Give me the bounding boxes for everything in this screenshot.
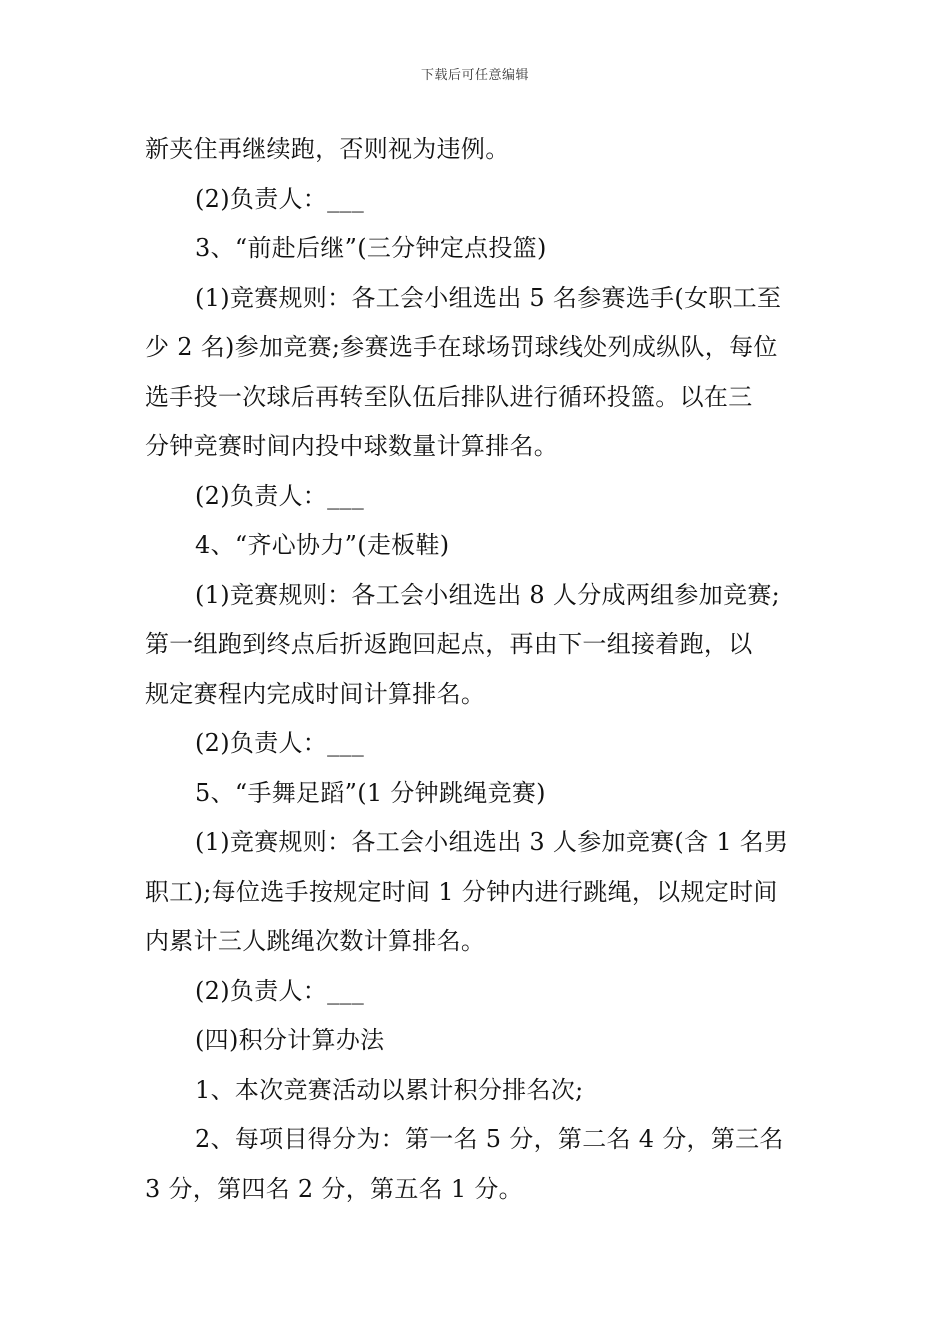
text-line: (1)竞赛规则：各工会小组选出 8 人分成两组参加竞赛; [195, 580, 781, 609]
text-line: 2、每项目得分为：第一名 5 分，第二名 4 分，第三名 [195, 1125, 784, 1153]
text-line: (2)负责人：___ [195, 481, 364, 510]
text-line: 内累计三人跳绳次数计算排名。 [145, 927, 486, 955]
text-line: 4、“齐心协力”(走板鞋) [195, 531, 450, 559]
text-line: 新夹住再继续跑，否则视为违例。 [145, 135, 510, 163]
text-line: 规定赛程内完成时间计算排名。 [145, 679, 486, 708]
text-line: 3、“前赴后继”(三分钟定点投篮) [195, 234, 547, 262]
text-line: (四)积分计算办法 [195, 1026, 385, 1054]
text-line: (2)负责人：___ [195, 976, 364, 1005]
text-line: 1、本次竞赛活动以累计积分排名次; [195, 1075, 584, 1104]
text-line: (1)竞赛规则：各工会小组选出 3 人参加竞赛(含 1 名男 [195, 828, 789, 856]
text-line: (1)竞赛规则：各工会小组选出 5 名参赛选手(女职工至 [195, 283, 782, 312]
text-line: 3 分，第四名 2 分，第五名 1 分。 [145, 1174, 523, 1203]
text-line: (2)负责人：___ [195, 729, 364, 757]
document-body [145, 125, 810, 1214]
text-line: 分钟竞赛时间内投中球数量计算排名。 [145, 432, 559, 460]
text-line: 第一组跑到终点后折返跑回起点，再由下一组接着跑，以 [145, 630, 753, 658]
text-line: 少 2 名)参加竞赛;参赛选手在球场罚球线处列成纵队，每位 [145, 333, 778, 361]
text-line: 选手投一次球后再转至队伍后排队进行循环投篮。以在三 [145, 382, 753, 411]
text-line: 职工);每位选手按规定时间 1 分钟内进行跳绳，以规定时间 [145, 877, 778, 906]
page-header: 下载后可任意编辑 [420, 68, 529, 83]
text-line: 5、“手舞足蹈”(1 分钟跳绳竞赛) [195, 778, 546, 807]
text-line: (2)负责人：___ [195, 184, 364, 213]
